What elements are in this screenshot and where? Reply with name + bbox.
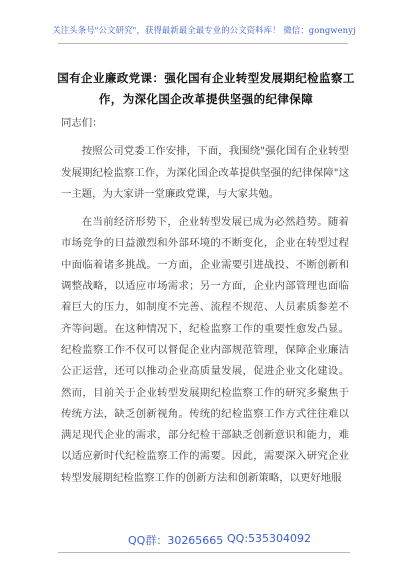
paragraph-intro: 按照公司党委工作安排，下面，我围绕"强化国有企业转型发展期纪检监察工作，为深化国企改革提供坚强的纪律保障"这一主题，为大家讲一堂廉政党课，与大家共勉。	[61, 145, 349, 200]
document-title: 国有企业廉政党课：强化国有企业转型发展期纪检监察工作，为深化国企改革提供坚强的纪律保障	[57, 71, 355, 106]
paragraph-context: 在当前经济形势下，企业转型发展已成为必然趋势。随着市场竞争的日益激烈和外部环境的不断变化，企业在转型过程中面临着诸多挑战。一方面，企业需要引进战投、不断创新和调整战略，以适应市场需求；另一方面，企业内部管理也面临着巨大的压力，如制度不完善、流程不规范、人员素质参差不齐等问题。在这种情况下，纪检监察工作的重要性愈发凸显。纪检监察工作不仅可以督促企业内部规范管理，保障企业廉洁公正运营，还可以推动企业高质量发展，促进企业文化建设。然而，目前关于企业转型发展期纪检监察工作的研究多聚焦于传统方法，缺乏创新视角。传统的纪检监察工作方式往往难以满足现代企业的需求，部分纪检干部缺乏创新意识和能力，难以适应新时代纪检监察工作的需要。因此，需要深入研究企业转型发展期纪检监察工作的创新方法和创新策略，以更好地服	[61, 216, 349, 484]
salutation: 同志们：	[61, 117, 103, 129]
footer	[0, 532, 408, 550]
header-divider	[58, 43, 348, 44]
header-banner: 关注头条号"公文研究"，获得最新最全最专业的公文资料库！ 微信：gongwenyj	[52, 25, 356, 35]
footer-divider	[58, 552, 350, 553]
footer-qq-group: QQ群：30265665	[128, 534, 224, 547]
footer-qq-contact: QQ:535304092	[227, 532, 312, 545]
document-body	[61, 113, 349, 496]
